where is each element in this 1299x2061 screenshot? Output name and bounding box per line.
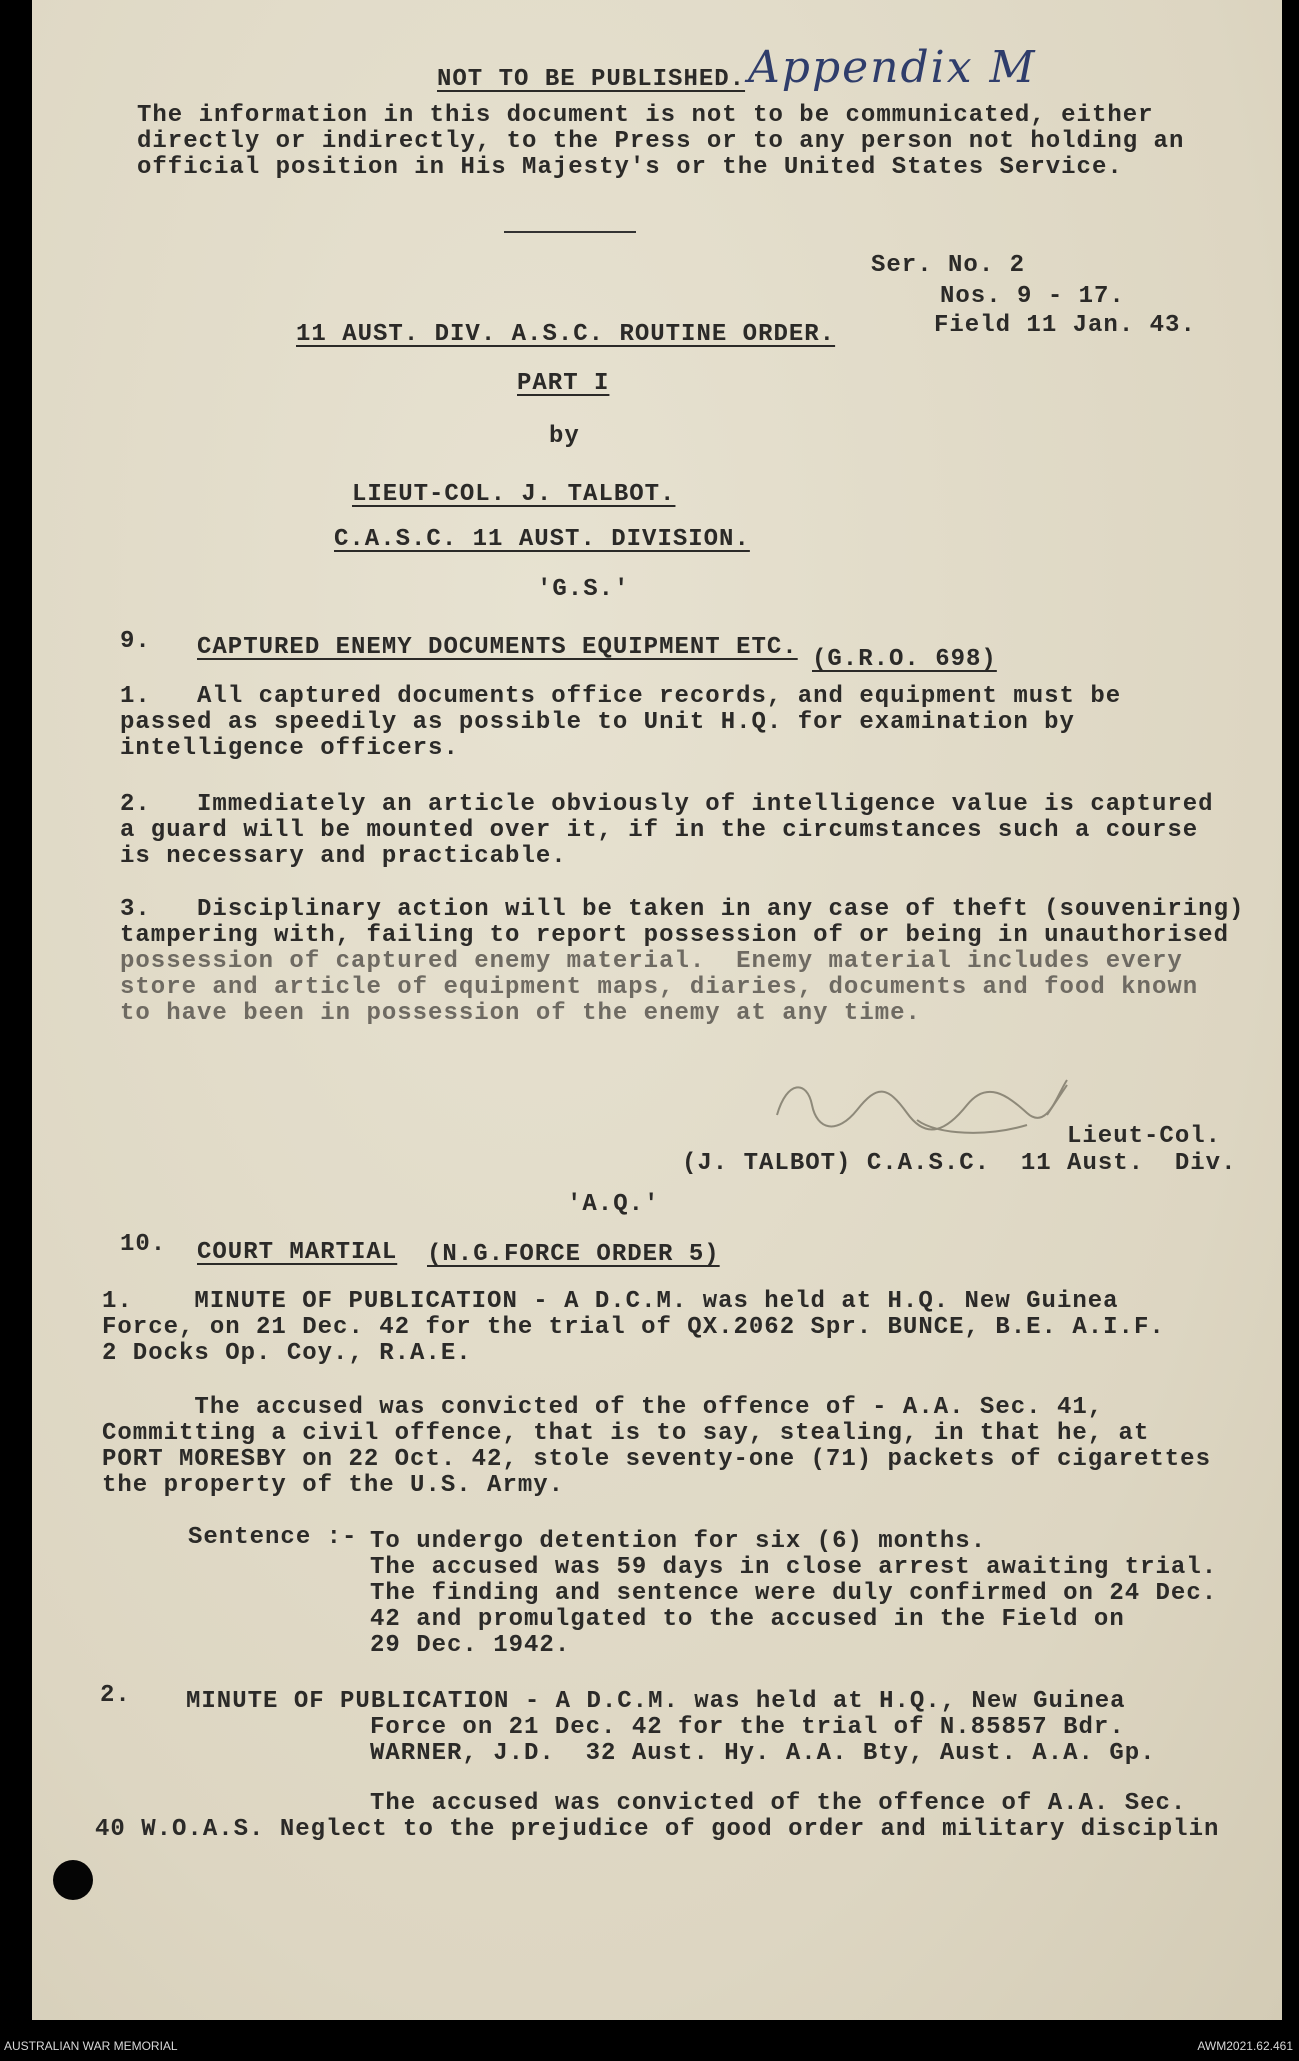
handwritten-signature [767,1075,1097,1145]
section-9-heading: CAPTURED ENEMY DOCUMENTS EQUIPMENT ETC. [197,634,798,661]
minute-2-line-3: WARNER, J.D. 32 Aust. Hy. A.A. Bty, Aust. A.A. Gp. [370,1740,1156,1767]
minute-2-offence-line-1: The accused was convicted of the offence of A.A. Sec. [370,1790,1187,1817]
section-9-para-3-line-2: tampering with, failing to report possession of or being in unauthorised [120,922,1229,949]
minute-1-line-3: 2 Docks Op. Coy., R.A.E. [102,1340,472,1367]
branch-aq: 'A.Q.' [567,1191,660,1218]
branch-gs: 'G.S.' [537,576,630,603]
divider-rule [504,231,636,233]
section-9-reference: (G.R.O. 698) [812,646,997,673]
minute-2-line-1: MINUTE OF PUBLICATION - A D.C.M. was held at H.Q., New Guinea [186,1688,1126,1715]
sentence-line-1: To undergo detention for six (6) months. [370,1528,987,1555]
minute-2-offence-line-2: 40 W.O.A.S. Neglect to the prejudice of good order and military disciplin [95,1816,1220,1843]
section-9-number: 9. [120,628,151,655]
notice-line-2: directly or indirectly, to the Press or to any person not holding an [137,128,1185,155]
footer-collection: AUSTRALIAN WAR MEMORIAL [4,2039,178,2053]
footer-accession-number: AWM2021.62.461 [1197,2039,1293,2053]
officer-name: LIEUT-COL. J. TALBOT. [352,481,676,508]
notice-line-3: official position in His Majesty's or the United States Service. [137,154,1123,181]
minute-2-number: 2. [100,1682,131,1709]
section-9-para-3-line-5: to have been in possession of the enemy at any time. [120,1000,921,1027]
sentence-label: Sentence :- [188,1524,358,1551]
appendix-handwritten-note: Appendix M [748,42,1037,93]
notice-line-1: The information in this document is not to be communicated, either [137,102,1154,129]
section-9-para-2-line-3: is necessary and practicable. [120,843,567,870]
signature-name-block: (J. TALBOT) C.A.S.C. 11 Aust. Div. [682,1150,1237,1177]
sentence-line-2: The accused was 59 days in close arrest awaiting trial. [370,1554,1218,1581]
signature-rank: Lieut-Col. [1067,1123,1222,1150]
order-numbers: Nos. 9 - 17. [940,283,1125,310]
minute-1-offence-line-1: The accused was convicted of the offence of - A.A. Sec. 41, [102,1394,1104,1421]
section-9-para-2-line-2: a guard will be mounted over it, if in the circumstances such a course [120,817,1199,844]
minute-1-line-1: 1. MINUTE OF PUBLICATION - A D.C.M. was held at H.Q. New Guinea [102,1288,1119,1315]
sentence-line-4: 42 and promulgated to the accused in the Field on [370,1606,1125,1633]
part-heading: PART I [517,370,610,397]
minute-1-line-2: Force, on 21 Dec. 42 for the trial of QX.2062 Spr. BUNCE, B.E. A.I.F. [102,1314,1165,1341]
by-label: by [549,423,580,450]
section-10-number: 10. [120,1231,167,1258]
minute-2-line-2: Force on 21 Dec. 42 for the trial of N.85857 Bdr. [370,1714,1125,1741]
section-9-para-3-line-4: store and article of equipment maps, diaries, documents and food known [120,974,1199,1001]
document-page [32,0,1282,2020]
routine-order-title: 11 AUST. DIV. A.S.C. ROUTINE ORDER. [296,321,836,348]
section-10-heading: COURT MARTIAL [197,1239,398,1266]
sentence-line-3: The finding and sentence were duly confirmed on 24 Dec. [370,1580,1218,1607]
field-date: Field 11 Jan. 43. [934,312,1196,339]
section-9-para-1-line-3: intelligence officers. [120,735,459,762]
section-10-reference: (N.G.FORCE ORDER 5) [427,1241,720,1268]
sentence-line-5: 29 Dec. 1942. [370,1632,571,1659]
section-9-para-3-line-3: possession of captured enemy material. Enemy material includes every [120,948,1183,975]
section-9-para-1-line-1: 1. All captured documents office records, and equipment must be [120,683,1122,710]
not-published-stamp: NOT TO BE PUBLISHED. [437,66,746,93]
unit-name: C.A.S.C. 11 AUST. DIVISION. [334,526,750,553]
minute-1-offence-line-3: PORT MORESBY on 22 Oct. 42, stole seventy-one (71) packets of cigarettes [102,1446,1211,1473]
minute-1-offence-line-4: the property of the U.S. Army. [102,1472,565,1499]
punch-hole [53,1860,93,1900]
section-9-para-3-line-1: 3. Disciplinary action will be taken in any case of theft (souveniring) [120,896,1245,923]
section-9-para-1-line-2: passed as speedily as possible to Unit H.Q. for examination by [120,709,1075,736]
section-9-para-2-line-1: 2. Immediately an article obviously of intelligence value is captured [120,791,1214,818]
minute-1-offence-line-2: Committing a civil offence, that is to say, stealing, in that he, at [102,1420,1150,1447]
serial-number: Ser. No. 2 [871,252,1026,279]
